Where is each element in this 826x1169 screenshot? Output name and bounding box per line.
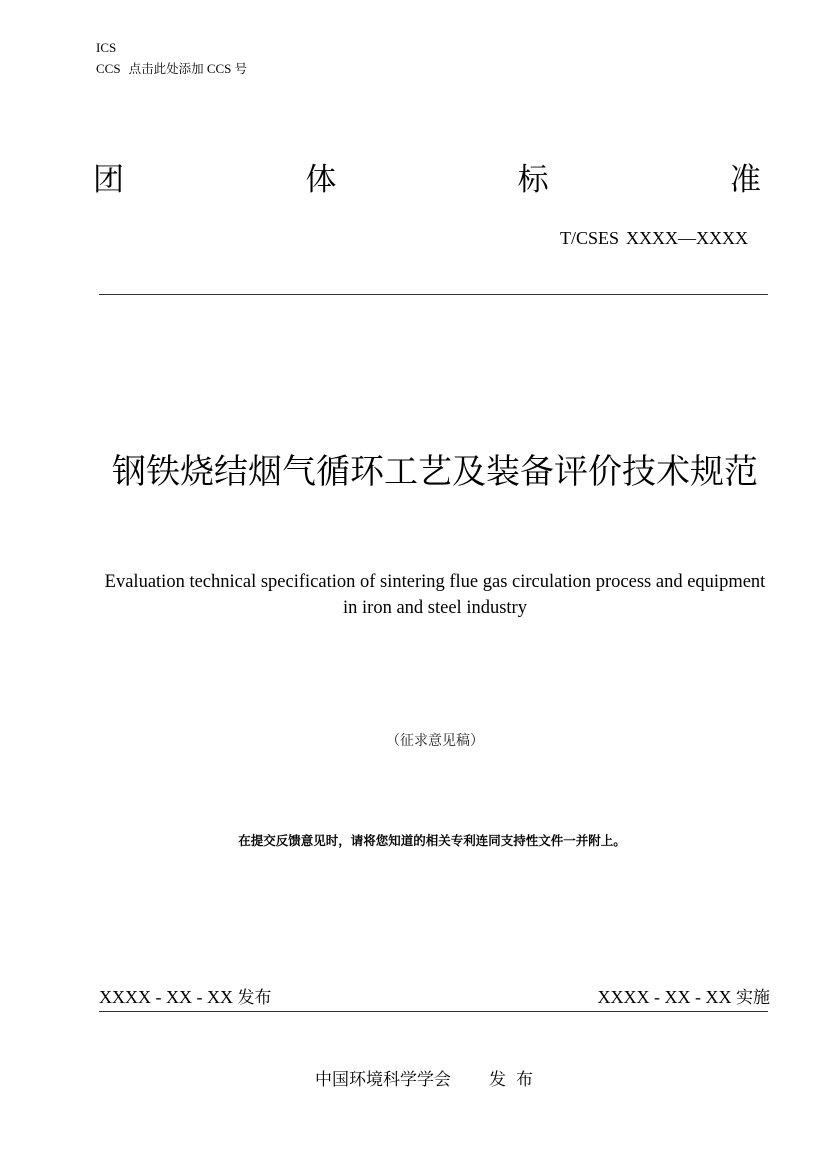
implement-date: XXXX - XX - XX: [597, 987, 732, 1007]
issue-label: 发布: [237, 988, 272, 1008]
publisher-line: [0, 1069, 826, 1091]
standard-type-char: 准: [729, 162, 761, 198]
document-title-english: Evaluation technical specification of sintering flue gas circulation process and equipment in iron and steel industry: [104, 572, 766, 618]
standard-code: [560, 227, 748, 249]
implement-label: 实施: [736, 988, 770, 1008]
ccs-suffix-label: 号: [234, 61, 248, 76]
draft-status: （征求意见稿）: [386, 733, 484, 749]
publish-action: [489, 1070, 533, 1090]
standard-type-char: 体: [305, 162, 337, 198]
implement-date-line: [598, 986, 770, 1009]
patent-notice: 在提交反馈意见时，请将您知道的相关专利连同支持性文件一并附上。: [238, 833, 626, 848]
standard-type-heading: [93, 160, 761, 200]
publish-action-char: 发: [489, 1070, 506, 1090]
publisher-name: 中国环境科学学会: [315, 1070, 451, 1090]
issue-date-line: [99, 986, 271, 1009]
standard-code-prefix: T/CSES: [559, 228, 619, 248]
ccs-suffix-code: CCS: [206, 61, 232, 76]
ccs-label: CCS: [96, 61, 121, 76]
standard-type-char: 标: [517, 162, 549, 198]
issue-date: XXXX - XX - XX: [99, 987, 233, 1007]
header-divider: [99, 294, 768, 295]
publish-action-char: 布: [516, 1070, 533, 1090]
ics-label: ICS: [96, 40, 117, 55]
document-title-chinese: 钢铁烧结烟气循环工艺及装备评价技术规范: [112, 452, 758, 492]
standard-type-char: 团: [93, 162, 124, 198]
ics-code-label: [96, 40, 116, 56]
ccs-placeholder-field[interactable]: 点击此处添加: [128, 61, 204, 76]
standard-code-number: XXXX—XXXX: [626, 228, 748, 248]
footer-divider: [99, 1011, 768, 1012]
ccs-code-line: [96, 61, 247, 77]
